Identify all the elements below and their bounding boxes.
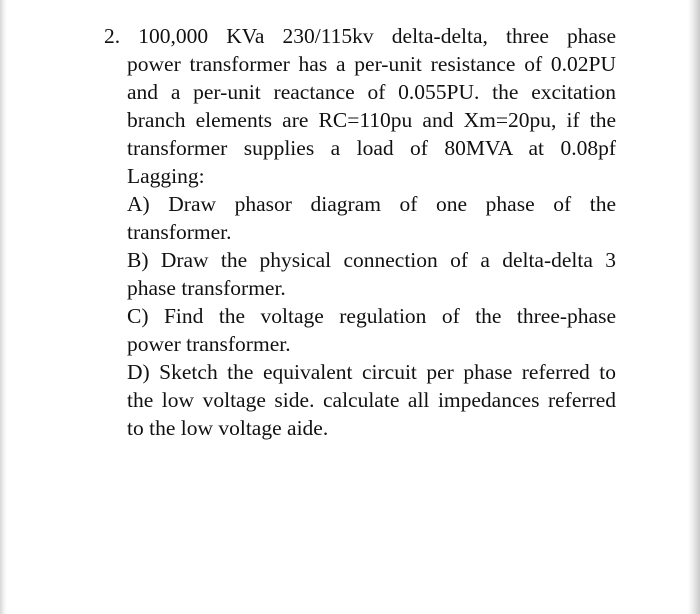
problem-line-12: power transformer. [127,332,291,356]
problem-line-8: transformer. [127,220,232,244]
problem-line-1: 2. 100,000 KVa 230/115kv delta-delta, three phase [104,24,616,48]
problem-line-15: to the low voltage aide. [127,416,329,440]
problem-line-11: C) Find the voltage regulation of the three-phase [127,304,616,328]
problem-line-10: phase transformer. [127,276,286,300]
problem-line-4: branch elements are RC=110pu and Xm=20pu, if the [127,108,616,132]
problem-line-13: D) Sketch the equivalent circuit per phase referred to [127,360,616,384]
page-shadow-right [688,0,700,614]
problem-line-9: B) Draw the physical connection of a delta-delta 3 [127,248,616,272]
problem-line-14: the low voltage side. calculate all impedances referred [127,388,616,412]
page-shadow-left [0,0,7,614]
problem-line-6: Lagging: [127,164,205,188]
problem-line-7: A) Draw phasor diagram of one phase of the [127,192,616,216]
problem-line-5: transformer supplies a load of 80MVA at 0.08pf [127,136,616,160]
problem-statement [104,22,616,442]
problem-line-3: and a per-unit reactance of 0.055PU. the excitation [127,80,616,104]
problem-line-2: power transformer has a per-unit resistance of 0.02PU [127,52,616,76]
